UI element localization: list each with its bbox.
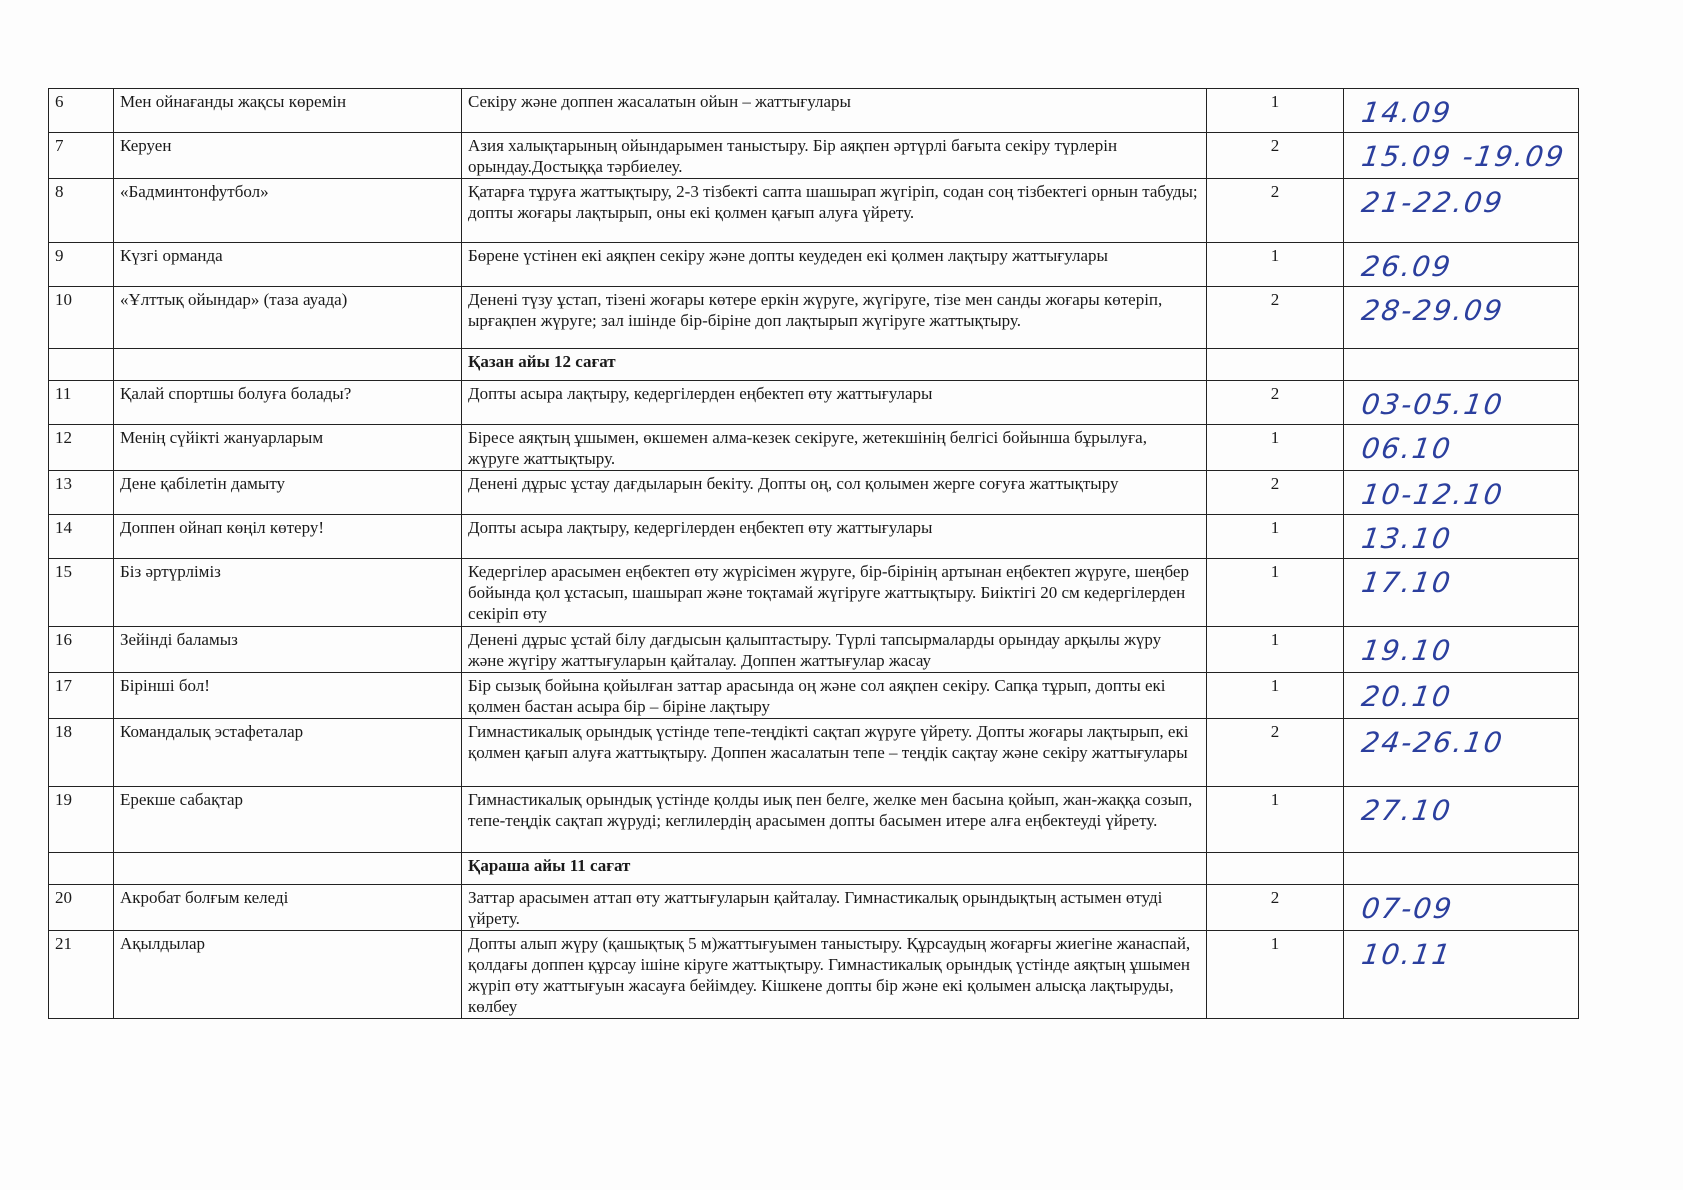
row-number-cell: 19 xyxy=(49,787,114,853)
content-cell: Кедергілер арасымен еңбектеп өту жүрісімен жүруге, бір-бірінің артынан еңбектеп жүруге, шеңбер бойында қол ұстасып, шашырап және тоқтамай жүгіруге жаттықтыру. Биіктігі 20 см кедергілерден секіріп өту xyxy=(462,559,1207,627)
date-cell xyxy=(1344,885,1579,931)
row-number-cell xyxy=(49,349,114,381)
hours-cell: 2 xyxy=(1207,719,1344,787)
topic-cell: Мен ойнағанды жақсы көремін xyxy=(114,89,462,133)
hours-cell: 1 xyxy=(1207,425,1344,471)
table-row xyxy=(49,287,1579,349)
row-number-cell: 21 xyxy=(49,931,114,1019)
table-row xyxy=(49,133,1579,179)
date-cell xyxy=(1344,559,1579,627)
month-header-row xyxy=(49,853,1579,885)
row-number-cell: 11 xyxy=(49,381,114,425)
row-number-cell: 16 xyxy=(49,627,114,673)
handwritten-date: 15.09 -19.09 xyxy=(1359,140,1568,173)
handwritten-date: 19.10 xyxy=(1359,634,1455,667)
row-number-cell: 6 xyxy=(49,89,114,133)
date-cell xyxy=(1344,515,1579,559)
handwritten-date: 13.10 xyxy=(1359,522,1455,555)
row-number-cell: 15 xyxy=(49,559,114,627)
row-number-cell: 12 xyxy=(49,425,114,471)
hours-cell: 2 xyxy=(1207,287,1344,349)
table-row xyxy=(49,885,1579,931)
date-cell xyxy=(1344,853,1579,885)
topic-cell: «Бадминтонфутбол» xyxy=(114,179,462,243)
row-number-cell: 8 xyxy=(49,179,114,243)
handwritten-date: 27.10 xyxy=(1359,794,1455,827)
table-row xyxy=(49,179,1579,243)
content-cell: Заттар арасымен аттап өту жаттығуларын қайталау. Гимнастикалық орындықтың астымен өтуді үйрету. xyxy=(462,885,1207,931)
table-row xyxy=(49,425,1579,471)
content-cell: Допты алып жүру (қашықтық 5 м)жаттығуымен таныстыру. Құрсаудың жоғарғы жиегіне жанаспай, қолдағы доппен құрсау ішіне кіруге жаттықтыру. Гимнастикалық орындық үстінде аяқтың ұшымен жүріп өту жаттығуын жасауға бейімдеу. Кішкене допты бір және екі қолымен алысқа лақтыруды, көлбеу xyxy=(462,931,1207,1019)
table-row xyxy=(49,627,1579,673)
content-cell: Гимнастикалық орындық үстінде тепе-теңдікті сақтап жүруге үйрету. Допты жоғары лақтырып, екі қолмен қағып алуға жаттықтыру. Доппен жасалатын тепе – теңдік сақтау және секіру жаттығулары xyxy=(462,719,1207,787)
handwritten-date: 06.10 xyxy=(1359,432,1455,465)
hours-cell: 2 xyxy=(1207,179,1344,243)
date-cell xyxy=(1344,381,1579,425)
hours-cell: 1 xyxy=(1207,787,1344,853)
month-header-row xyxy=(49,349,1579,381)
handwritten-date: 10-12.10 xyxy=(1359,478,1506,511)
content-cell: Денені дұрыс ұстау дағдыларын бекіту. Допты оң, сол қолымен жерге соғуға жаттықтыру xyxy=(462,471,1207,515)
topic-cell: Дене қабілетін дамыту xyxy=(114,471,462,515)
date-cell xyxy=(1344,719,1579,787)
handwritten-date: 26.09 xyxy=(1359,250,1455,283)
date-cell xyxy=(1344,89,1579,133)
content-cell: Денені түзу ұстап, тізені жоғары көтере еркін жүруге, жүгіруге, тізе мен санды жоғары көтеріп, ырғақпен жүруге; зал ішінде бір-біріне доп лақтырып жүгіруге жаттықтыру. xyxy=(462,287,1207,349)
hours-cell: 1 xyxy=(1207,89,1344,133)
table-body xyxy=(49,89,1579,1019)
content-cell: Біресе аяқтың ұшымен, өкшемен алма-кезек секіруге, жетекшінің белгісі бойынша бұрылуға, жүруге жаттықтыру. xyxy=(462,425,1207,471)
hours-cell: 2 xyxy=(1207,885,1344,931)
handwritten-date: 07-09 xyxy=(1359,892,1456,925)
row-number-cell: 10 xyxy=(49,287,114,349)
hours-cell: 1 xyxy=(1207,931,1344,1019)
handwritten-date: 14.09 xyxy=(1359,96,1455,129)
handwritten-date: 03-05.10 xyxy=(1359,388,1506,421)
content-cell: Бір сызық бойына қойылған заттар арасында оң және сол аяқпен секіру. Сапқа тұрып, допты екі қолмен бастан асыра бір – біріне лақтыру xyxy=(462,673,1207,719)
topic-cell: «Ұлттық ойындар» (таза ауада) xyxy=(114,287,462,349)
hours-cell xyxy=(1207,853,1344,885)
content-cell: Денені дұрыс ұстай білу дағдысын қалыптастыру. Түрлі тапсырмаларды орындау арқылы жүру және жүгіру жаттығуларын қайталау. Доппен жаттығулар жасау xyxy=(462,627,1207,673)
content-cell: Бөрене үстінен екі аяқпен секіру және допты кеудеден екі қолмен лақтыру жаттығулары xyxy=(462,243,1207,287)
content-cell: Қатарға тұруға жаттықтыру, 2-3 тізбекті сапта шашырап жүгіріп, содан соң тізбектегі орнын табуды; допты жоғары лақтырып, оны екі қолмен қағып алуға үйрету. xyxy=(462,179,1207,243)
content-cell: Секіру және доппен жасалатын ойын – жаттығулары xyxy=(462,89,1207,133)
topic-cell: Менің сүйікті жануарларым xyxy=(114,425,462,471)
date-cell xyxy=(1344,931,1579,1019)
topic-cell: Қалай спортшы болуға болады? xyxy=(114,381,462,425)
date-cell xyxy=(1344,425,1579,471)
row-number-cell: 17 xyxy=(49,673,114,719)
hours-cell: 1 xyxy=(1207,627,1344,673)
topic-cell: Керуен xyxy=(114,133,462,179)
content-cell: Азия халықтарының ойындарымен таныстыру. Бір аяқпен әртүрлі бағыта секіру түрлерін орындау.Достыққа тәрбиелеу. xyxy=(462,133,1207,179)
month-title: Қазан айы 12 сағат xyxy=(462,349,1207,381)
topic-cell: Ерекше сабақтар xyxy=(114,787,462,853)
date-cell xyxy=(1344,627,1579,673)
table-row xyxy=(49,931,1579,1019)
topic-cell: Біз әртүрліміз xyxy=(114,559,462,627)
date-cell xyxy=(1344,243,1579,287)
content-cell: Допты асыра лақтыру, кедергілерден еңбектеп өту жаттығулары xyxy=(462,515,1207,559)
row-number-cell: 7 xyxy=(49,133,114,179)
table-row xyxy=(49,673,1579,719)
topic-cell: Бірінші бол! xyxy=(114,673,462,719)
handwritten-date: 17.10 xyxy=(1359,566,1455,599)
topic-cell: Ақылдылар xyxy=(114,931,462,1019)
handwritten-date: 10.11 xyxy=(1359,938,1455,971)
hours-cell: 1 xyxy=(1207,559,1344,627)
content-cell: Гимнастикалық орындық үстінде қолды иық пен белге, желке мен басына қойып, жан-жаққа созып, тепе-теңдік сақтап жүруді; кеглилердің арасымен допты басымен итере алға еңбектеуді үйрету. xyxy=(462,787,1207,853)
topic-cell: Зейінді баламыз xyxy=(114,627,462,673)
hours-cell xyxy=(1207,349,1344,381)
lesson-plan-table xyxy=(48,88,1579,1019)
month-title: Қараша айы 11 сағат xyxy=(462,853,1207,885)
handwritten-date: 20.10 xyxy=(1359,680,1455,713)
date-cell xyxy=(1344,287,1579,349)
hours-cell: 2 xyxy=(1207,381,1344,425)
row-number-cell: 18 xyxy=(49,719,114,787)
handwritten-date: 21-22.09 xyxy=(1359,186,1506,219)
topic-cell: Командалық эстафеталар xyxy=(114,719,462,787)
table-row xyxy=(49,515,1579,559)
row-number-cell: 13 xyxy=(49,471,114,515)
hours-cell: 2 xyxy=(1207,471,1344,515)
hours-cell: 2 xyxy=(1207,133,1344,179)
date-cell xyxy=(1344,471,1579,515)
table-row xyxy=(49,559,1579,627)
table-row xyxy=(49,243,1579,287)
date-cell xyxy=(1344,673,1579,719)
row-number-cell: 14 xyxy=(49,515,114,559)
table-row xyxy=(49,787,1579,853)
table-row xyxy=(49,471,1579,515)
table-row xyxy=(49,381,1579,425)
date-cell xyxy=(1344,133,1579,179)
hours-cell: 1 xyxy=(1207,243,1344,287)
handwritten-date: 28-29.09 xyxy=(1359,294,1506,327)
row-number-cell: 9 xyxy=(49,243,114,287)
table-row xyxy=(49,719,1579,787)
topic-cell: Акробат болғым келеді xyxy=(114,885,462,931)
handwritten-date: 24-26.10 xyxy=(1359,726,1506,759)
topic-cell xyxy=(114,853,462,885)
hours-cell: 1 xyxy=(1207,515,1344,559)
table-row xyxy=(49,89,1579,133)
date-cell xyxy=(1344,787,1579,853)
date-cell xyxy=(1344,349,1579,381)
row-number-cell xyxy=(49,853,114,885)
topic-cell xyxy=(114,349,462,381)
topic-cell: Доппен ойнап көңіл көтеру! xyxy=(114,515,462,559)
row-number-cell: 20 xyxy=(49,885,114,931)
date-cell xyxy=(1344,179,1579,243)
content-cell: Допты асыра лақтыру, кедергілерден еңбектеп өту жаттығулары xyxy=(462,381,1207,425)
topic-cell: Күзгі орманда xyxy=(114,243,462,287)
hours-cell: 1 xyxy=(1207,673,1344,719)
